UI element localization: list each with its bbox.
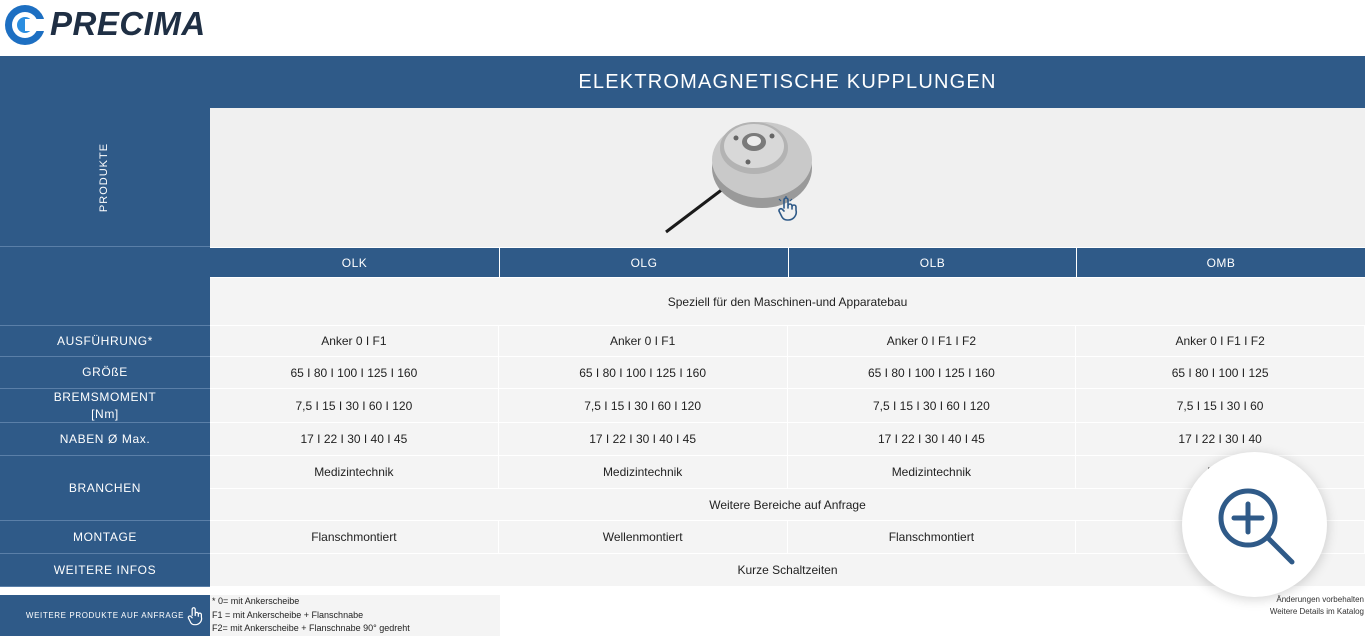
row-bremsmoment [210,389,1365,423]
column-omb[interactable]: OMB [1077,248,1365,277]
table-cell: Medizintechnik [788,456,1077,489]
label-naben: NABEN Ø Max. [0,423,210,456]
table-cell: 65 I 80 I 100 I 125 [1076,357,1365,389]
table-cell: 7,5 I 15 I 30 I 60 I 120 [499,389,788,423]
note-line: Änderungen vorbehalten [1276,595,1364,604]
column-olg[interactable]: OLG [500,248,788,277]
table-cell: Anker 0 I F1 I F2 [788,326,1077,357]
table-cell: Medizintechnik [499,456,788,489]
table-cell: 7,5 I 15 I 30 I 60 I 120 [788,389,1077,423]
table-cell: Anker 0 I F1 [210,326,499,357]
legend-line: F2= mit Ankerscheibe + Flanschnabe 90° gedreht [212,623,410,633]
column-olb[interactable]: OLB [789,248,1076,277]
label-bremsmoment-text: BREMSMOMENT [53,389,157,404]
footnote-legend [210,595,500,636]
header-left-block [0,56,210,108]
label-produkte [0,108,210,247]
table-cell: 17 I 22 I 30 I 40 I 45 [788,423,1077,456]
label-bremsmoment [0,389,210,423]
label-weitere-infos: WEITERE INFOS [0,554,210,587]
table-cell: 65 I 80 I 100 I 125 I 160 [499,357,788,389]
brand-logo[interactable] [0,0,260,54]
table-cell: Wellenmontiert [499,521,788,554]
table-cell: 17 I 22 I 30 I 40 [1076,423,1365,456]
table-cell: 65 I 80 I 100 I 125 I 160 [210,357,499,389]
label-produkte-text: PRODUKTE [98,142,111,212]
footer-notes [1270,594,1364,618]
label-weitere-produkte[interactable]: WEITERE PRODUKTE AUF ANFRAGE [0,595,210,636]
row-ausfuehrung [210,326,1365,357]
logo-icon [2,2,48,48]
logo-wordmark: PRECIMA [50,5,206,42]
weitere-infos-text: Kurze Schaltzeiten [210,554,1365,587]
table-cell: 7,5 I 15 I 30 I 60 I 120 [210,389,499,423]
label-blank [0,247,210,326]
legend-line: * 0= mit Ankerscheibe [212,596,300,606]
hand-pointer-icon[interactable] [776,196,802,224]
note-line: Weitere Details im Katalog [1269,607,1364,616]
row-groesse [210,357,1365,389]
table-cell: 17 I 22 I 30 I 40 I 45 [210,423,499,456]
label-montage: MONTAGE [0,521,210,554]
branchen-more: Weitere Bereiche auf Anfrage [210,489,1365,521]
label-branchen: BRANCHEN [0,456,210,521]
page-title: ELEKTROMAGNETISCHE KUPPLUNGEN [210,56,1365,108]
label-groesse: GRÖßE [0,357,210,389]
column-olk[interactable]: OLK [210,248,499,277]
clutch-product-image[interactable] [658,110,838,240]
table-cell: 7,5 I 15 I 30 I 60 [1076,389,1365,423]
zoom-in-button[interactable] [1182,452,1327,597]
table-cell: 65 I 80 I 100 I 125 I 160 [788,357,1077,389]
label-bremsmoment-unit: [Nm] [91,406,119,421]
intro-text: Speziell für den Maschinen-und Apparatebau [210,278,1365,326]
table-cell: Anker 0 I F1 I F2 [1076,326,1365,357]
table-cell: Anker 0 I F1 [499,326,788,357]
row-naben [210,423,1365,456]
row-branchen [210,456,1365,489]
label-ausfuehrung: AUSFÜHRUNG* [0,326,210,357]
table-cell: 17 I 22 I 30 I 40 I 45 [499,423,788,456]
zoom-in-icon [1210,480,1300,570]
product-image-area [210,108,1365,247]
table-cell: Flanschmontiert [788,521,1077,554]
hand-pointer-icon[interactable] [186,606,206,628]
table-cell: Flanschmontiert [210,521,499,554]
legend-line: F1 = mit Ankerscheibe + Flanschnabe [212,609,364,620]
table-cell: Medizintechnik [210,456,499,489]
